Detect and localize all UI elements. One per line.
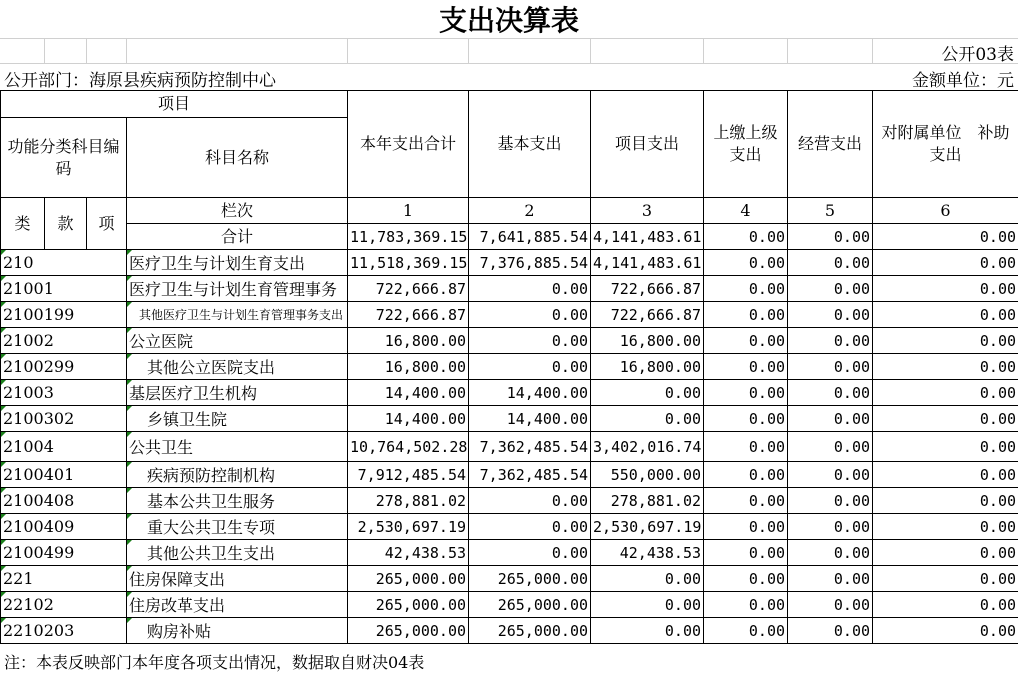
row-v5: 0.00 [788,354,873,380]
row-v4: 0.00 [704,250,788,276]
row-v2: 0.00 [469,354,591,380]
col-number-1: 1 [348,198,469,224]
header-basic: 基本支出 [469,91,591,198]
row-v2: 14,400.00 [469,406,591,432]
row-v6: 0.00 [873,354,1018,380]
row-v1: 278,881.02 [348,488,469,514]
table-row [1,250,1018,276]
row-name: 医疗卫生与计划生育支出 [127,250,348,276]
row-v5: 0.00 [788,406,873,432]
header-business: 经营支出 [788,91,873,198]
row-v2: 14,400.00 [469,380,591,406]
row-v6: 0.00 [873,462,1018,488]
row-v5: 0.00 [788,250,873,276]
row-v2: 7,362,485.54 [469,462,591,488]
row-v1: 7,912,485.54 [348,462,469,488]
table-row [1,462,1018,488]
header-lei: 类 [1,198,45,250]
row-v2: 0.00 [469,276,591,302]
col-number-4: 4 [704,198,788,224]
row-v2: 265,000.00 [469,618,591,644]
row-v5: 0.00 [788,592,873,618]
row-v3: 16,800.00 [591,328,704,354]
row-v3: 722,666.87 [591,276,704,302]
header-func-code: 功能分类科目编码 [1,118,127,198]
header-lanci: 栏次 [127,198,348,224]
total-v3: 4,141,483.61 [591,224,704,250]
row-name: 公共卫生 [127,432,348,462]
total-v1: 11,783,369.15 [348,224,469,250]
row-v2: 0.00 [469,514,591,540]
row-v3: 0.00 [591,566,704,592]
row-v1: 722,666.87 [348,276,469,302]
row-v2: 265,000.00 [469,566,591,592]
row-v1: 265,000.00 [348,566,469,592]
row-name: 公立医院 [127,328,348,354]
table-row [1,592,1018,618]
table-row [1,328,1018,354]
row-v6: 0.00 [873,406,1018,432]
row-v4: 0.00 [704,514,788,540]
row-v6: 0.00 [873,618,1018,644]
table-row [1,406,1018,432]
row-v6: 0.00 [873,380,1018,406]
row-v1: 14,400.00 [348,380,469,406]
row-v2: 0.00 [469,488,591,514]
row-code: 21004 [1,432,127,462]
row-v1: 2,530,697.19 [348,514,469,540]
row-v4: 0.00 [704,432,788,462]
row-v2: 7,362,485.54 [469,432,591,462]
row-v6: 0.00 [873,592,1018,618]
total-v2: 7,641,885.54 [469,224,591,250]
row-v5: 0.00 [788,302,873,328]
header-subsidy: 对附属单位 补助支出 [873,91,1018,198]
row-v5: 0.00 [788,462,873,488]
row-code: 2210203 [1,618,127,644]
row-code: 21001 [1,276,127,302]
row-v5: 0.00 [788,566,873,592]
col-number-2: 2 [469,198,591,224]
page-title: 支出决算表 [438,4,579,37]
header-total: 本年支出合计 [348,91,469,198]
row-v4: 0.00 [704,618,788,644]
row-v3: 2,530,697.19 [591,514,704,540]
footnote: 注：本表反映部门本年度各项支出情况，数据取自财决04表 [4,653,425,672]
row-code: 210 [1,250,127,276]
amount-unit-label: 金额单位：元 [912,71,1014,91]
row-name: 其他公立医院支出 [127,354,348,380]
row-v1: 16,800.00 [348,354,469,380]
header-subject-name: 科目名称 [127,118,348,198]
row-v4: 0.00 [704,380,788,406]
row-v2: 7,376,885.54 [469,250,591,276]
expenditure-table [0,90,1018,644]
row-v3: 0.00 [591,406,704,432]
row-v3: 3,402,016.74 [591,432,704,462]
row-name: 基本公共卫生服务 [127,488,348,514]
row-name: 医疗卫生与计划生育管理事务 [127,276,348,302]
row-v6: 0.00 [873,514,1018,540]
row-v1: 265,000.00 [348,592,469,618]
table-row [1,540,1018,566]
row-code: 21003 [1,380,127,406]
row-v2: 265,000.00 [469,592,591,618]
row-code: 2100408 [1,488,127,514]
table-row [1,432,1018,462]
col-number-5: 5 [788,198,873,224]
col-number-6: 6 [873,198,1018,224]
row-name: 疾病预防控制机构 [127,462,348,488]
row-v3: 278,881.02 [591,488,704,514]
row-name: 乡镇卫生院 [127,406,348,432]
row-v3: 0.00 [591,592,704,618]
row-v6: 0.00 [873,540,1018,566]
row-v4: 0.00 [704,354,788,380]
col-number-3: 3 [591,198,704,224]
row-v5: 0.00 [788,432,873,462]
header-xiang: 项 [87,198,127,250]
row-v3: 550,000.00 [591,462,704,488]
row-v5: 0.00 [788,276,873,302]
row-name: 住房保障支出 [127,566,348,592]
row-v5: 0.00 [788,488,873,514]
table-row [1,276,1018,302]
row-name: 购房补贴 [127,618,348,644]
row-v6: 0.00 [873,302,1018,328]
header-upper: 上缴上级支出 [704,91,788,198]
total-v4: 0.00 [704,224,788,250]
row-v3: 16,800.00 [591,354,704,380]
row-v4: 0.00 [704,462,788,488]
table-row [1,302,1018,328]
table-row [1,354,1018,380]
row-v2: 0.00 [469,328,591,354]
total-v5: 0.00 [788,224,873,250]
table-row [1,566,1018,592]
row-v1: 10,764,502.28 [348,432,469,462]
row-v1: 42,438.53 [348,540,469,566]
row-v3: 42,438.53 [591,540,704,566]
row-code: 2100302 [1,406,127,432]
header-project-expense: 项目支出 [591,91,704,198]
row-v1: 14,400.00 [348,406,469,432]
row-v1: 16,800.00 [348,328,469,354]
row-code: 2100401 [1,462,127,488]
row-v6: 0.00 [873,432,1018,462]
total-v6: 0.00 [873,224,1018,250]
table-row [1,618,1018,644]
row-v1: 265,000.00 [348,618,469,644]
row-name: 其他公共卫生支出 [127,540,348,566]
row-code: 221 [1,566,127,592]
row-code: 2100499 [1,540,127,566]
row-v4: 0.00 [704,540,788,566]
row-v4: 0.00 [704,328,788,354]
row-v4: 0.00 [704,302,788,328]
table-row [1,488,1018,514]
row-v3: 4,141,483.61 [591,250,704,276]
row-v5: 0.00 [788,514,873,540]
header-kuan: 款 [45,198,87,250]
row-code: 2100299 [1,354,127,380]
department-label: 公开部门：海原县疾病预防控制中心 [4,71,276,91]
row-v3: 0.00 [591,618,704,644]
row-v4: 0.00 [704,592,788,618]
row-v4: 0.00 [704,566,788,592]
row-name: 重大公共卫生专项 [127,514,348,540]
row-v6: 0.00 [873,566,1018,592]
row-v5: 0.00 [788,618,873,644]
row-v6: 0.00 [873,488,1018,514]
row-v2: 0.00 [469,540,591,566]
row-name: 其他医疗卫生与计划生育管理事务支出 [127,302,348,328]
row-v6: 0.00 [873,328,1018,354]
row-v1: 11,518,369.15 [348,250,469,276]
total-label: 合计 [127,224,348,250]
row-code: 22102 [1,592,127,618]
data-rows [1,250,1018,644]
total-row [1,224,1018,250]
row-v3: 722,666.87 [591,302,704,328]
row-v3: 0.00 [591,380,704,406]
row-code: 2100199 [1,302,127,328]
row-name: 住房改革支出 [127,592,348,618]
table-row [1,514,1018,540]
blank-grid-row [0,38,1018,64]
row-v1: 722,666.87 [348,302,469,328]
row-v5: 0.00 [788,328,873,354]
row-name: 基层医疗卫生机构 [127,380,348,406]
row-code: 2100409 [1,514,127,540]
row-v5: 0.00 [788,380,873,406]
row-v4: 0.00 [704,276,788,302]
row-v4: 0.00 [704,406,788,432]
row-code: 21002 [1,328,127,354]
header-project: 项目 [1,91,348,118]
form-number: 公开03表 [941,45,1014,65]
row-v2: 0.00 [469,302,591,328]
row-v6: 0.00 [873,276,1018,302]
row-v6: 0.00 [873,250,1018,276]
table-row [1,380,1018,406]
row-v5: 0.00 [788,540,873,566]
row-v4: 0.00 [704,488,788,514]
